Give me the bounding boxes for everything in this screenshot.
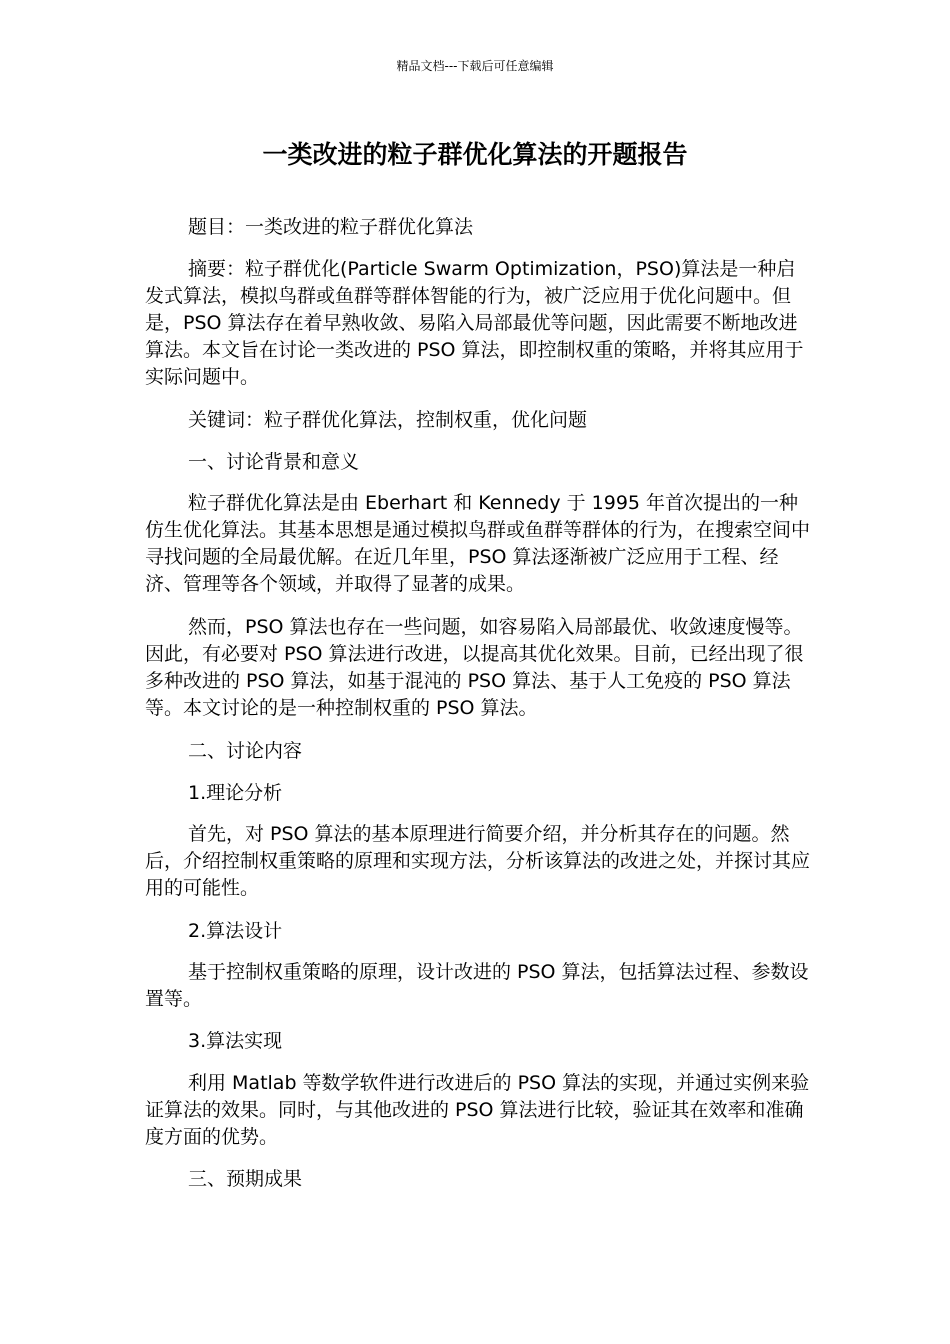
implementation-paragraph: 利用 Matlab 等数学软件进行改进后的 PSO 算法的实现，并通过实例来验证算法的效果。同时，与其他改进的 PSO 算法进行比较，验证其在效率和准确度方面的优势。 bbox=[145, 1072, 810, 1148]
section-heading-content: 二、讨论内容 bbox=[188, 740, 303, 762]
page-header: 精品文档---下载后可任意编辑 bbox=[396, 59, 554, 73]
document-title: 一类改进的粒子群优化算法的开题报告 bbox=[262, 140, 688, 169]
theory-paragraph: 首先，对 PSO 算法的基本原理进行简要介绍，并分析其存在的问题。然后，介绍控制权重策略的原理和实现方法，分析该算法的改进之处，并探讨其应用的可能性。 bbox=[145, 823, 811, 899]
subheading-implementation: 3.算法实现 bbox=[188, 1030, 283, 1052]
background-paragraph-1: 粒子群优化算法是由 Eberhart 和 Kennedy 于 1995 年首次提出的一种仿生优化算法。其基本思想是通过模拟鸟群或鱼群等群体的行为，在搜索空间中寻找问题的全局最优解。在近几年里，PSO 算法逐渐被广泛应用于工程、经济、管理等各个领域，并取得了显著的成果。 bbox=[145, 492, 811, 595]
background-paragraph-2: 然而，PSO 算法也存在一些问题，如容易陷入局部最优、收敛速度慢等。因此，有必要对 PSO 算法进行改进，以提高其优化效果。目前，已经出现了很多种改进的 PSO 算法，如基于混沌的 PSO 算法、基于人工免疫的 PSO 算法等。本文讨论的是一种控制权重的 PSO 算法。 bbox=[145, 616, 804, 719]
subheading-design: 2.算法设计 bbox=[188, 920, 283, 942]
keywords-paragraph: 关键词：粒子群优化算法，控制权重，优化问题 bbox=[188, 409, 588, 431]
section-heading-background: 一、讨论背景和意义 bbox=[188, 451, 360, 473]
design-paragraph: 基于控制权重策略的原理，设计改进的 PSO 算法，包括算法过程、参数设置等。 bbox=[145, 961, 809, 1010]
section-heading-results: 三、预期成果 bbox=[188, 1168, 303, 1190]
topic-paragraph: 题目：一类改进的粒子群优化算法 bbox=[188, 216, 474, 238]
subheading-theory: 1.理论分析 bbox=[188, 782, 283, 804]
abstract-paragraph: 摘要：粒子群优化(Particle Swarm Optimization，PSO)算法是一种启发式算法，模拟鸟群或鱼群等群体智能的行为，被广泛应用于优化问题中。但是，PSO 算法存在着早熟收敛、易陷入局部最优等问题，因此需要不断地改进算法。本文旨在讨论一类改进的 PSO 算法，即控制权重的策略，并将其应用于实际问题中。 bbox=[145, 258, 804, 388]
